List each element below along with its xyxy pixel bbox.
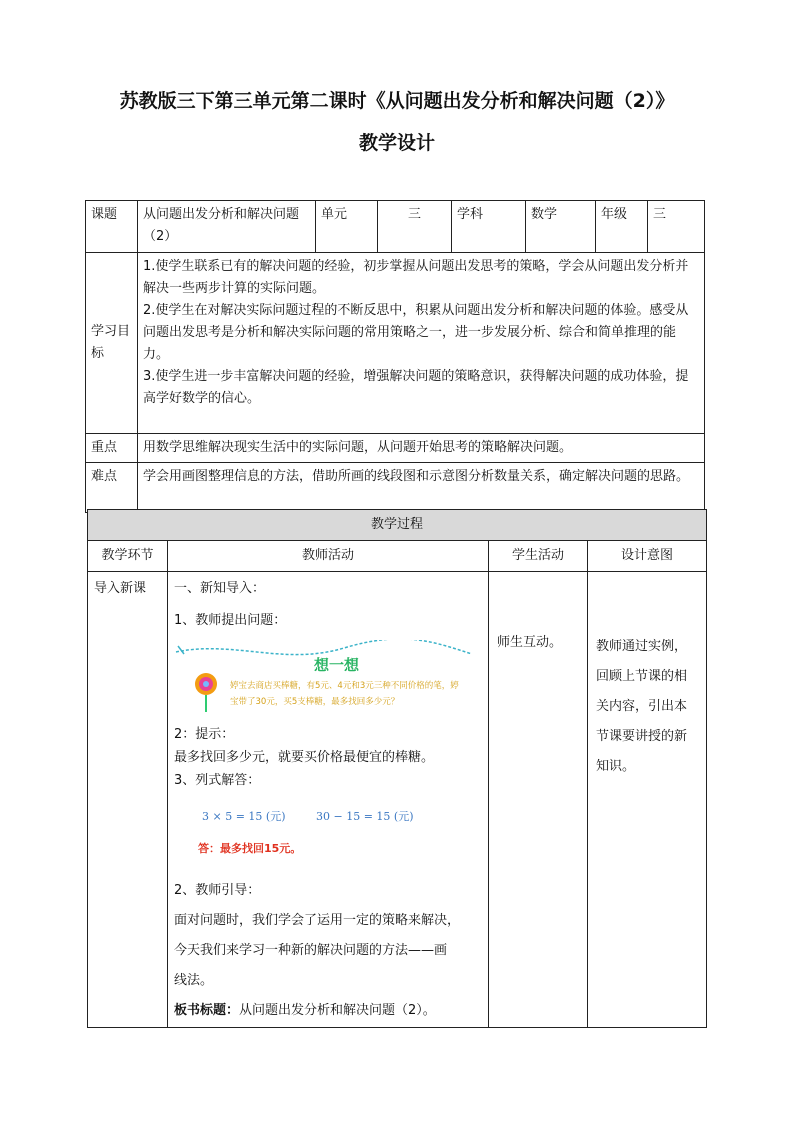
t2: 1、教师提出问题： [174,613,287,628]
stage-cell: 导入新课 [88,572,168,1028]
t5: 3、列式解答： [174,773,261,788]
goals-label: 学习目标 [86,253,138,434]
goal-item: 3.使学生进一步丰富解决问题的经验，增强解决问题的策略意识，获得解决问题的成功体验，提高学好数学的信心。 [143,369,689,406]
think-title: 想一想 [314,656,360,674]
t4: 最多找回多少元，就要买价格最便宜的棒糖。 [174,750,435,765]
t7: 面对问题时，我们学会了运用一定的策略来解决， [174,913,461,928]
equation-1: 3 × 5 = 15 (元) [202,810,286,823]
t9: 线法。 [174,973,214,988]
difficulty-value: 学会用画图整理信息的方法，借助所画的线段图和示意图分析数量关系，确定解决问题的思路。 [138,463,705,513]
col-stage: 教学环节 [88,541,168,572]
goals-list [138,253,705,434]
board-title-label: 板书标题： [174,1003,240,1018]
t6: 2、教师引导： [174,883,261,898]
student-activity: 师生互动。 [489,572,588,1028]
process-table [87,509,707,1028]
subject-label: 学科 [452,201,526,253]
goal-item: 2.使学生在对解决实际问题过程的不断反思中，积累从问题出发分析和解决问题的体验。感受从问题出发思考是分析和解决实际问题的常用策略之一，进一步发展分析、综合和简单推理的能力。 [143,303,689,362]
subject-value: 数学 [526,201,596,253]
equation-2: 30 − 15 = 15 (元) [316,810,414,823]
difficulty-label: 难点 [86,463,138,513]
board-title-text: 从问题出发分析和解决问题（2）。 [239,1003,436,1018]
think-text: 婷宝去商店买棒糖，有5元、4元和3元三种不同价格的笔，婷宝带了30元，买5支棒糖，最多找回多少元？ [230,681,459,707]
doc-title-line1: 苏教版三下第三单元第二课时《从问题出发分析和解决问题（2）》 [119,90,675,112]
key-label: 重点 [86,434,138,463]
topic-value: 从问题出发分析和解决问题（2） [138,201,316,253]
t1: 一、新知导入： [174,581,266,596]
t8: 今天我们来学习一种新的解决问题的方法——画 [174,943,448,958]
unit-label: 单元 [316,201,378,253]
goal-item: 1.使学生联系已有的解决问题的经验，初步掌握从问题出发思考的策略，学会从问题出发分析并解决一些两步计算的实际问题。 [143,259,689,296]
teacher-activity [168,572,489,1028]
topic-label: 课题 [86,201,138,253]
think-box [174,640,474,720]
design-intent: 教师通过实例，回顾上节课的相关内容，引出本节课要讲授的新知识。 [588,572,707,1028]
col-teacher: 教师活动 [168,541,489,572]
grade-value: 三 [648,201,705,253]
key-value: 用数学思维解决现实生活中的实际问题，从问题开始思考的策略解决问题。 [138,434,705,463]
info-table [85,200,705,513]
grade-label: 年级 [596,201,648,253]
unit-value: 三 [378,201,452,253]
col-student: 学生活动 [489,541,588,572]
doc-title-line2: 教学设计 [358,132,435,154]
t3: 2：提示： [174,727,235,742]
answer: 答：最多找回15元。 [198,842,302,855]
process-header: 教学过程 [88,510,707,541]
col-intent: 设计意图 [588,541,707,572]
t10 [174,1000,436,1022]
